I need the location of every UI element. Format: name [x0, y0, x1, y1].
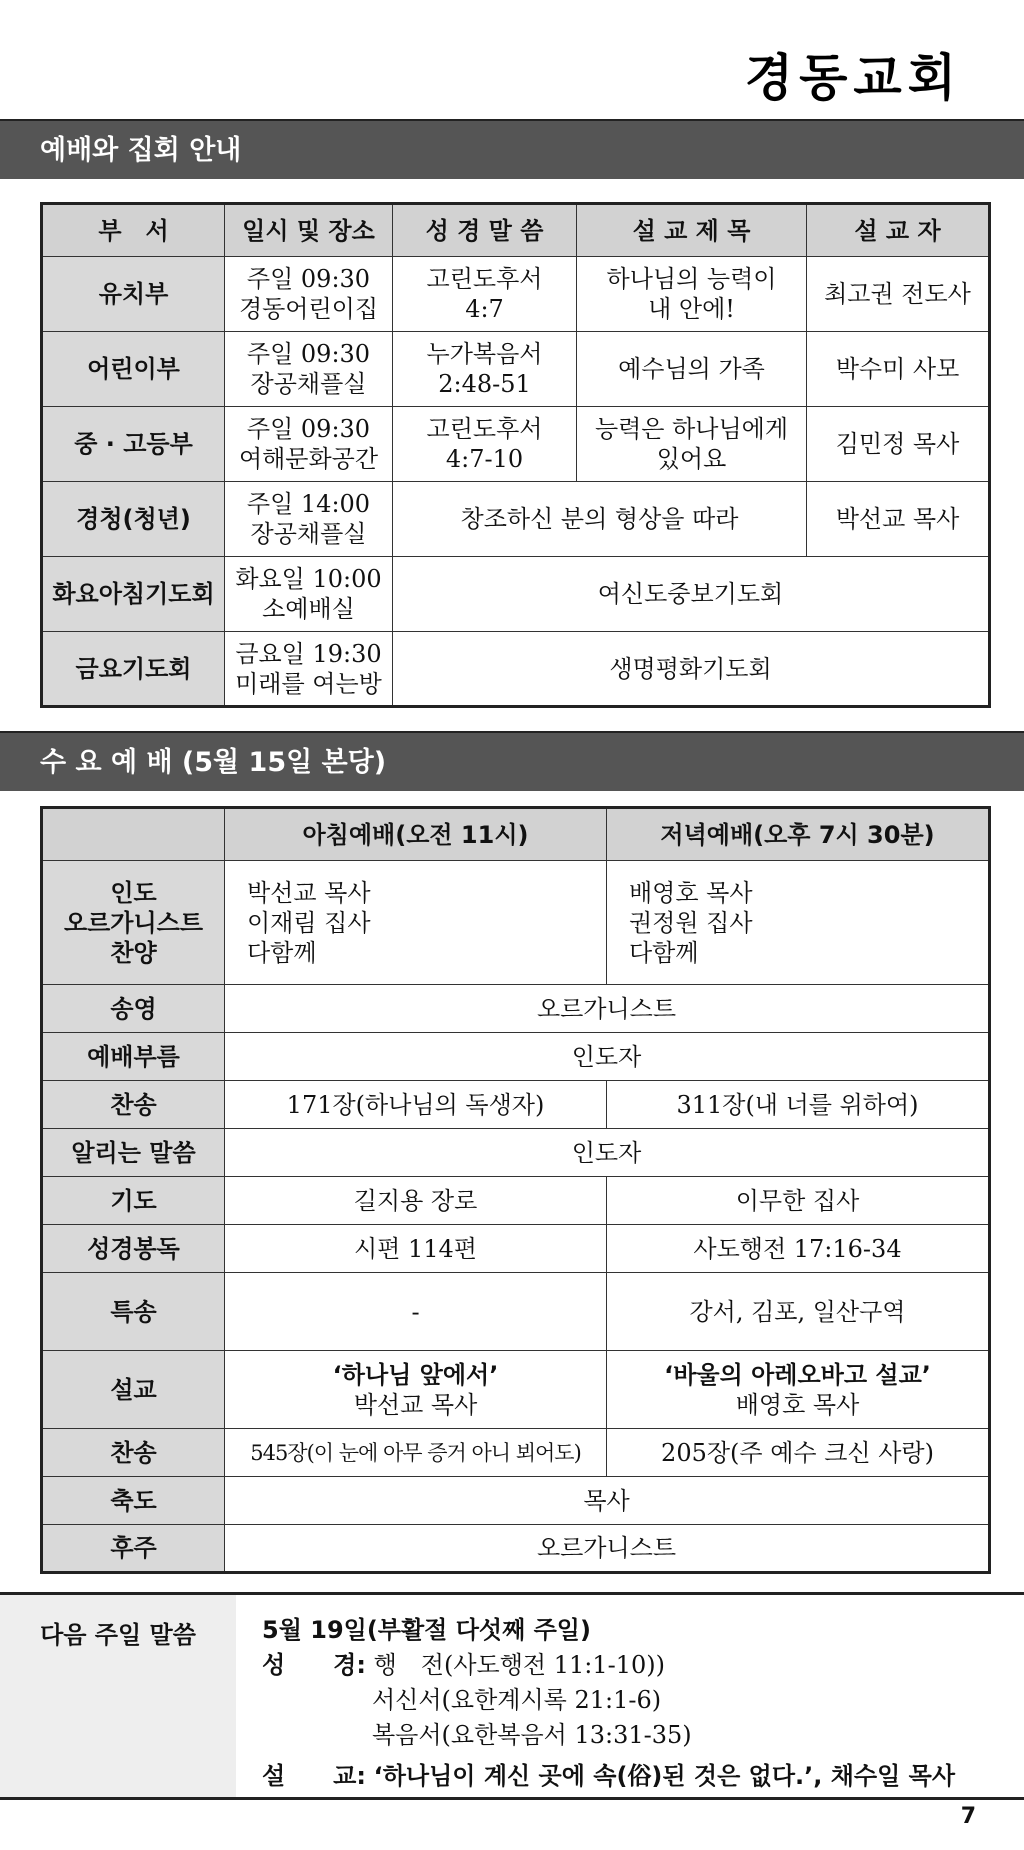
preacher-cell: 박수미 사모: [807, 332, 990, 407]
table-header-row: [42, 808, 990, 861]
merged-cell: 목사: [225, 1477, 990, 1525]
table-row: [42, 1081, 990, 1129]
sermon-title-cell: 능력은 하나님에게 있어요: [577, 407, 807, 482]
sermon-row: [42, 1351, 990, 1429]
evening-cell: 사도행전 17:16-34: [607, 1225, 990, 1273]
dept-cell: 경청(청년): [42, 482, 225, 557]
evening-cell: 강서, 김포, 일산구역: [607, 1273, 990, 1351]
time-cell: 주일 14:00 장공채플실: [225, 482, 393, 557]
evening-roles-cell: 배영호 목사 권정원 집사 다함께: [607, 861, 990, 985]
dept-cell: 화요아침기도회: [42, 557, 225, 632]
time-cell: 금요일 19:30 미래를 여는방: [225, 632, 393, 707]
bible-cell: 누가복음서 2:48-51: [393, 332, 577, 407]
dept-cell: 어린이부: [42, 332, 225, 407]
roles-row: [42, 861, 990, 985]
order-label: 기도: [42, 1177, 225, 1225]
services-table: [40, 202, 991, 708]
table-row: [42, 1273, 990, 1351]
merged-cell: 여신도중보기도회: [393, 557, 990, 632]
time-cell: 주일 09:30 장공채플실: [225, 332, 393, 407]
section-title-wednesday: 수 요 예 배 (5월 15일 본당): [0, 731, 1024, 791]
morning-cell: 시편 114편: [225, 1225, 607, 1273]
evening-cell: 이무한 집사: [607, 1177, 990, 1225]
table-row: [42, 1129, 990, 1177]
table-header-row: [42, 204, 990, 257]
header-morning: 아침예배(오전 11시): [225, 808, 607, 861]
preacher-cell: 박선교 목사: [807, 482, 990, 557]
header-bible: 성 경 말 씀: [393, 204, 577, 257]
bible-cell: 고린도후서 4:7-10: [393, 407, 577, 482]
evening-cell: 311장(내 너를 위하여): [607, 1081, 990, 1129]
scripture-key: 성 경:: [262, 1651, 366, 1679]
dept-cell: 중 · 고등부: [42, 407, 225, 482]
next-week-label: 다음 주일 말씀: [0, 1595, 236, 1797]
next-week-date: 5월 19일(부활절 다섯째 주일): [262, 1616, 591, 1644]
page-number: 7: [960, 1804, 976, 1829]
next-week-box: [0, 1592, 1024, 1800]
order-label: 알리는 말씀: [42, 1129, 225, 1177]
table-row: [42, 985, 990, 1033]
morning-cell: 길지용 장로: [225, 1177, 607, 1225]
time-cell: 화요일 10:00 소예배실: [225, 557, 393, 632]
sermon-title-cell: 예수님의 가족: [577, 332, 807, 407]
church-logo: 경동교회: [744, 49, 962, 107]
scripture-3: 복음서(요한복음서 13:31-35): [372, 1721, 692, 1749]
order-label: 특송: [42, 1273, 225, 1351]
preacher-cell: 최고권 전도사: [807, 257, 990, 332]
header-preacher: 설 교 자: [807, 204, 990, 257]
table-row: [42, 1429, 990, 1477]
time-cell: 주일 09:30 경동어린이집: [225, 257, 393, 332]
table-row: [42, 1177, 990, 1225]
order-label: 예배부름: [42, 1033, 225, 1081]
table-row: [42, 332, 990, 407]
morning-cell: -: [225, 1273, 607, 1351]
time-cell: 주일 09:30 여해문화공간: [225, 407, 393, 482]
order-label: 성경봉독: [42, 1225, 225, 1273]
sermon-title: ‘하나님이 계신 곳에 속(俗)된 것은 없다.’, 채수일 목사: [373, 1762, 955, 1790]
scripture-1: 행 전(사도행전 11:1-10)): [373, 1651, 665, 1679]
header-empty: [42, 808, 225, 861]
morning-cell: 545장(이 눈에 아무 증거 아니 뵈어도): [225, 1429, 607, 1477]
morning-roles-cell: 박선교 목사 이재림 집사 다함께: [225, 861, 607, 985]
merged-cell: 오르가니스트: [225, 1525, 990, 1573]
merged-cell: 인도자: [225, 1033, 990, 1081]
evening-sermon-cell: ‘바울의 아레오바고 설교’ 배영호 목사: [607, 1351, 990, 1429]
header-evening: 저녁예배(오후 7시 30분): [607, 808, 990, 861]
table-row: [42, 1525, 990, 1573]
dept-cell: 유치부: [42, 257, 225, 332]
order-label: 설교: [42, 1351, 225, 1429]
merged-title-cell: 창조하신 분의 형상을 따라: [393, 482, 807, 557]
merged-cell: 인도자: [225, 1129, 990, 1177]
table-row: [42, 1225, 990, 1273]
scripture-line: [262, 1648, 955, 1683]
next-week-body: [262, 1613, 955, 1794]
merged-cell: 생명평화기도회: [393, 632, 990, 707]
morning-cell: 171장(하나님의 독생자): [225, 1081, 607, 1129]
preacher-cell: 김민정 목사: [807, 407, 990, 482]
sermon-key: 설 교:: [262, 1762, 366, 1790]
sermon-title-cell: 하나님의 능력이 내 안에!: [577, 257, 807, 332]
morning-sermon-cell: ‘하나님 앞에서’ 박선교 목사: [225, 1351, 607, 1429]
table-row: [42, 557, 990, 632]
bible-cell: 고린도후서 4:7: [393, 257, 577, 332]
section-title-services: 예배와 집회 안내: [0, 119, 1024, 179]
wednesday-table: [40, 806, 991, 1574]
evening-cell: 205장(주 예수 크신 사랑): [607, 1429, 990, 1477]
order-label: 찬송: [42, 1429, 225, 1477]
header-dept: 부 서: [42, 204, 225, 257]
merged-cell: 오르가니스트: [225, 985, 990, 1033]
order-label: 후주: [42, 1525, 225, 1573]
table-row: [42, 482, 990, 557]
order-label: 찬송: [42, 1081, 225, 1129]
roles-label-cell: 인도 오르가니스트 찬양: [42, 861, 225, 985]
table-row: [42, 1477, 990, 1525]
dept-cell: 금요기도회: [42, 632, 225, 707]
table-row: [42, 632, 990, 707]
table-row: [42, 257, 990, 332]
scripture-2: 서신서(요한계시록 21:1-6): [372, 1686, 662, 1714]
header-title: 설 교 제 목: [577, 204, 807, 257]
table-row: [42, 407, 990, 482]
order-label: 축도: [42, 1477, 225, 1525]
order-label: 송영: [42, 985, 225, 1033]
header-time: 일시 및 장소: [225, 204, 393, 257]
table-row: [42, 1033, 990, 1081]
sermon-line: [262, 1759, 955, 1794]
